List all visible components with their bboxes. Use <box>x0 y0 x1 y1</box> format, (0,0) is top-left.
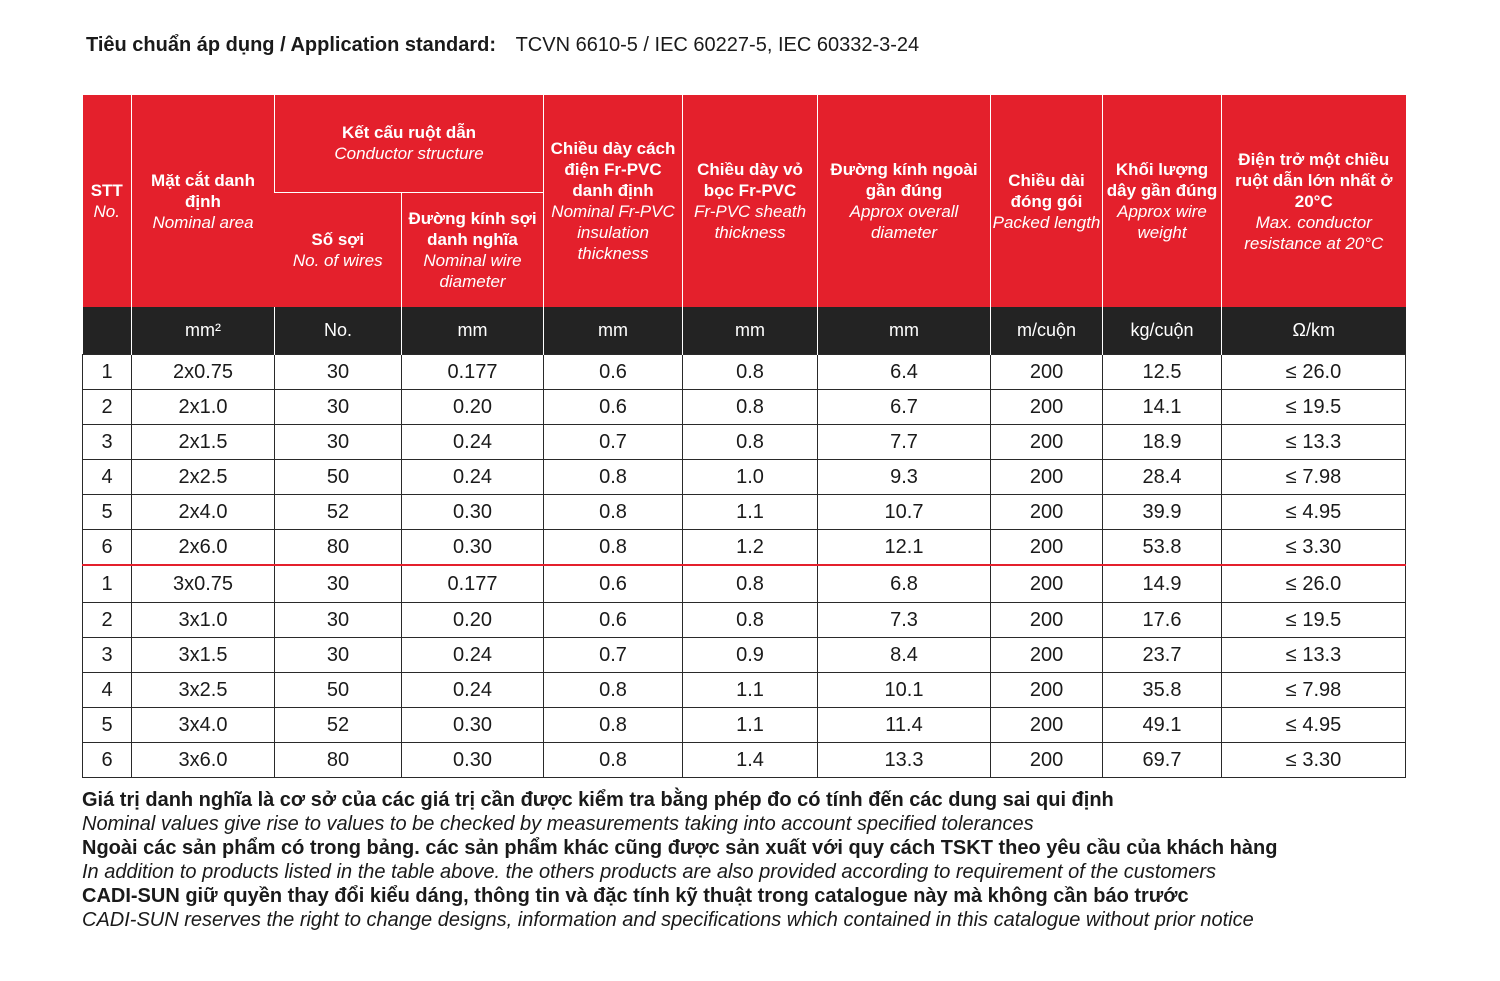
header-conductor-structure: Kết cấu ruột dẫn Conductor structure <box>275 95 544 192</box>
note-vi: Giá trị danh nghĩa là cơ sở của các giá trị cần được kiểm tra bằng phép đo có tính đến các dung sai qui định <box>82 789 1114 811</box>
header-nominal-area: Mặt cắt danh định Nominal area <box>132 95 275 307</box>
header-wire-diameter: Đường kính sợi danh nghĩa Nominal wire diameter <box>402 192 544 307</box>
standard-value: TCVN 6610-5 / IEC 60227-5, IEC 60332-3-24 <box>515 34 920 56</box>
table-cell: 0.30 <box>402 708 544 743</box>
table-cell: 10.1 <box>818 673 991 708</box>
table-cell: 18.9 <box>1103 425 1222 460</box>
table-cell: 2x4.0 <box>132 495 275 530</box>
table-cell: 0.8 <box>683 425 818 460</box>
table-cell: 0.20 <box>402 390 544 425</box>
table-cell: 0.177 <box>402 565 544 603</box>
standard-label: Tiêu chuẩn áp dụng / Application standard: <box>86 34 497 56</box>
table-row <box>83 530 1406 566</box>
table-cell: 35.8 <box>1103 673 1222 708</box>
table-cell: 23.7 <box>1103 638 1222 673</box>
table-cell: 200 <box>991 460 1103 495</box>
table-cell: 200 <box>991 565 1103 603</box>
unit-cell: mm <box>402 307 544 355</box>
table-cell: 3x0.75 <box>132 565 275 603</box>
table-cell: 5 <box>83 495 132 530</box>
table-body <box>83 355 1406 778</box>
table-row <box>83 460 1406 495</box>
table-cell: 2x1.0 <box>132 390 275 425</box>
note-en: CADI-SUN reserves the right to change designs, information and specifications which contained in this catalogue without prior notice <box>82 909 1254 931</box>
table-cell: 10.7 <box>818 495 991 530</box>
table-cell: 14.1 <box>1103 390 1222 425</box>
table-cell: 6.8 <box>818 565 991 603</box>
header-overall-diameter: Đường kính ngoài gần đúng Approx overall diameter <box>818 95 991 307</box>
table-cell: ≤ 3.30 <box>1222 743 1406 778</box>
table-cell: 8.4 <box>818 638 991 673</box>
table-cell: 3x1.0 <box>132 603 275 638</box>
table-cell: 28.4 <box>1103 460 1222 495</box>
table-row <box>83 638 1406 673</box>
table-cell: 0.30 <box>402 530 544 566</box>
table-cell: 0.24 <box>402 673 544 708</box>
table-cell: 0.8 <box>683 603 818 638</box>
table-cell: 200 <box>991 708 1103 743</box>
table-cell: 2x6.0 <box>132 530 275 566</box>
table-cell: 3x2.5 <box>132 673 275 708</box>
table-cell: 200 <box>991 743 1103 778</box>
table-cell: 1.4 <box>683 743 818 778</box>
table-cell: 200 <box>991 638 1103 673</box>
table-cell: 30 <box>275 390 402 425</box>
table-row <box>83 603 1406 638</box>
table-row <box>83 425 1406 460</box>
table-cell: 50 <box>275 673 402 708</box>
table-row <box>83 673 1406 708</box>
table-cell: 30 <box>275 638 402 673</box>
table-cell: 6.4 <box>818 355 991 390</box>
table-cell: 80 <box>275 743 402 778</box>
table-cell: 17.6 <box>1103 603 1222 638</box>
cable-spec-table <box>82 95 1406 778</box>
table-cell: 39.9 <box>1103 495 1222 530</box>
table-cell: 0.8 <box>544 495 683 530</box>
table-cell: 0.7 <box>544 425 683 460</box>
table-cell: 0.8 <box>544 708 683 743</box>
table-cell: 13.3 <box>818 743 991 778</box>
table-cell: 0.20 <box>402 603 544 638</box>
table-cell: 200 <box>991 530 1103 566</box>
table-cell: 0.6 <box>544 565 683 603</box>
header-packed-length: Chiều dài đóng gói Packed length <box>991 95 1103 307</box>
unit-cell: kg/cuộn <box>1103 307 1222 355</box>
header-sheath-thickness: Chiều dày vỏ bọc Fr-PVC Fr-PVC sheath thickness <box>683 95 818 307</box>
header-insulation-thickness: Chiều dày cách điện Fr-PVC danh định Nominal Fr-PVC insulation thickness <box>544 95 683 307</box>
table-cell: ≤ 19.5 <box>1222 390 1406 425</box>
table-cell: 200 <box>991 390 1103 425</box>
table-row <box>83 743 1406 778</box>
table-cell: 7.7 <box>818 425 991 460</box>
table-cell: 0.6 <box>544 603 683 638</box>
table-cell: 4 <box>83 460 132 495</box>
table-cell: 50 <box>275 460 402 495</box>
note-vi: Ngoài các sản phẩm có trong bảng. các sản phẩm khác cũng được sản xuất với quy cách TSKT theo yêu cầu của khách hàng <box>82 837 1278 859</box>
table-cell: ≤ 19.5 <box>1222 603 1406 638</box>
table-cell: 0.6 <box>544 390 683 425</box>
table-cell: 2x2.5 <box>132 460 275 495</box>
table-cell: 200 <box>991 673 1103 708</box>
table-cell: 1.2 <box>683 530 818 566</box>
table-cell: ≤ 13.3 <box>1222 425 1406 460</box>
unit-cell <box>83 307 132 355</box>
table-row <box>83 390 1406 425</box>
table-cell: 49.1 <box>1103 708 1222 743</box>
table-cell: ≤ 4.95 <box>1222 495 1406 530</box>
table-cell: 12.1 <box>818 530 991 566</box>
table-cell: 0.7 <box>544 638 683 673</box>
note-vi: CADI-SUN giữ quyền thay đổi kiểu dáng, thông tin và đặc tính kỹ thuật trong catalogue này mà không cần báo trước <box>82 885 1189 907</box>
table-cell: 3 <box>83 425 132 460</box>
table-cell: ≤ 7.98 <box>1222 673 1406 708</box>
table-cell: 7.3 <box>818 603 991 638</box>
table-cell: 0.8 <box>544 743 683 778</box>
units-row <box>83 307 1406 355</box>
table-cell: 4 <box>83 673 132 708</box>
table-cell: 0.30 <box>402 495 544 530</box>
note-en: In addition to products listed in the table above. the others products are also provided according to requirement of the customers <box>82 861 1216 883</box>
table-cell: 12.5 <box>1103 355 1222 390</box>
table-cell: 1 <box>83 355 132 390</box>
table-cell: ≤ 26.0 <box>1222 355 1406 390</box>
table-cell: 9.3 <box>818 460 991 495</box>
table-cell: 2 <box>83 603 132 638</box>
table-cell: 200 <box>991 495 1103 530</box>
table-cell: 0.24 <box>402 638 544 673</box>
table-cell: 0.6 <box>544 355 683 390</box>
table-cell: 69.7 <box>1103 743 1222 778</box>
unit-cell: mm <box>818 307 991 355</box>
table-cell: 3x4.0 <box>132 708 275 743</box>
unit-cell: mm <box>544 307 683 355</box>
table-cell: ≤ 13.3 <box>1222 638 1406 673</box>
unit-cell: m/cuộn <box>991 307 1103 355</box>
table-cell: 3x6.0 <box>132 743 275 778</box>
table-cell: 2x1.5 <box>132 425 275 460</box>
table-cell: 6 <box>83 743 132 778</box>
table-cell: 30 <box>275 355 402 390</box>
note-en: Nominal values give rise to values to be checked by measurements taking into account specified tolerances <box>82 813 1034 835</box>
table-cell: 1.1 <box>683 495 818 530</box>
table-cell: 11.4 <box>818 708 991 743</box>
application-standard <box>86 34 919 57</box>
table-row <box>83 565 1406 603</box>
table-cell: ≤ 4.95 <box>1222 708 1406 743</box>
header-conductor-resistance: Điện trở một chiều ruột dẫn lớn nhất ở 20°C Max. conductor resistance at 20°C <box>1222 95 1406 307</box>
table-row <box>83 708 1406 743</box>
table-cell: 0.9 <box>683 638 818 673</box>
table-cell: 3 <box>83 638 132 673</box>
unit-cell: No. <box>275 307 402 355</box>
unit-cell: Ω/km <box>1222 307 1406 355</box>
table-cell: 52 <box>275 708 402 743</box>
table-cell: 0.8 <box>683 355 818 390</box>
table-cell: 0.8 <box>544 460 683 495</box>
table-cell: 1.0 <box>683 460 818 495</box>
header-stt: STT No. <box>83 95 132 307</box>
table-cell: ≤ 26.0 <box>1222 565 1406 603</box>
table-cell: ≤ 7.98 <box>1222 460 1406 495</box>
table-cell: 14.9 <box>1103 565 1222 603</box>
table-cell: 80 <box>275 530 402 566</box>
table-cell: 0.24 <box>402 425 544 460</box>
table-cell: 200 <box>991 355 1103 390</box>
header-no-of-wires: Số sợi No. of wires <box>275 192 402 307</box>
table-row <box>83 495 1406 530</box>
table-cell: 0.24 <box>402 460 544 495</box>
table-row <box>83 355 1406 390</box>
table-cell: 52 <box>275 495 402 530</box>
table-cell: 2 <box>83 390 132 425</box>
table-cell: 0.177 <box>402 355 544 390</box>
table-cell: 6.7 <box>818 390 991 425</box>
table-cell: 30 <box>275 425 402 460</box>
table-cell: 0.8 <box>683 565 818 603</box>
table-cell: 6 <box>83 530 132 566</box>
header-wire-weight: Khối lượng dây gần đúng Approx wire weight <box>1103 95 1222 307</box>
table-cell: 0.8 <box>544 673 683 708</box>
table-cell: 30 <box>275 565 402 603</box>
table-cell: 2x0.75 <box>132 355 275 390</box>
table-cell: 1 <box>83 565 132 603</box>
table-cell: 0.8 <box>544 530 683 566</box>
unit-cell: mm <box>683 307 818 355</box>
table-cell: 30 <box>275 603 402 638</box>
table-cell: ≤ 3.30 <box>1222 530 1406 566</box>
table-cell: 53.8 <box>1103 530 1222 566</box>
table-cell: 200 <box>991 425 1103 460</box>
table-cell: 1.1 <box>683 708 818 743</box>
table-cell: 0.8 <box>683 390 818 425</box>
table-cell: 5 <box>83 708 132 743</box>
unit-cell: mm² <box>132 307 275 355</box>
table-cell: 200 <box>991 603 1103 638</box>
table-cell: 0.30 <box>402 743 544 778</box>
table-cell: 1.1 <box>683 673 818 708</box>
table-cell: 3x1.5 <box>132 638 275 673</box>
footnotes <box>82 788 1277 932</box>
